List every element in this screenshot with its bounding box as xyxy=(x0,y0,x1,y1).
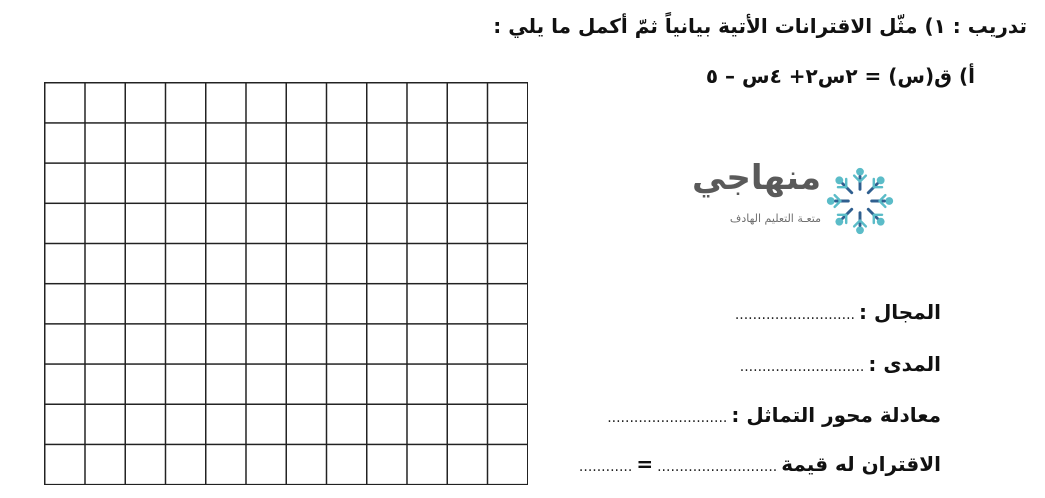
exercise-title: تدريب : ١) مثّل الاقترانات الأتية بيانياً ثمّ أكمل ما يلي : xyxy=(493,14,1027,38)
function-value-type-line[interactable]: ........................... xyxy=(657,459,778,475)
snowflake-circle-icon xyxy=(821,162,899,240)
domain-label: المجال : xyxy=(858,300,941,324)
graph-grid xyxy=(44,82,528,485)
logo xyxy=(676,150,906,240)
function-definition: أ) ق(س) = ٢س٢+ ٤س – ٥ xyxy=(705,64,975,88)
axis-of-symmetry-answer-line[interactable]: ........................... xyxy=(607,410,728,426)
range-answer-line[interactable]: ............................ xyxy=(739,359,865,375)
domain-field xyxy=(731,300,941,324)
function-value-answer-line[interactable]: ............ xyxy=(578,459,633,475)
logo-name: منهاجي xyxy=(691,158,821,198)
equals-sign: = xyxy=(636,452,654,476)
axis-of-symmetry-field xyxy=(603,403,941,427)
range-field xyxy=(736,352,941,376)
domain-answer-line[interactable]: ........................... xyxy=(734,307,855,323)
range-label: المدى : xyxy=(868,352,941,376)
axis-of-symmetry-label: معادلة محور التماثل : xyxy=(731,403,941,427)
logo-tagline: متعـة التعليم الهادف xyxy=(729,212,821,225)
function-value-label: الاقتران له قيمة xyxy=(781,452,941,476)
function-value-field xyxy=(575,452,941,476)
